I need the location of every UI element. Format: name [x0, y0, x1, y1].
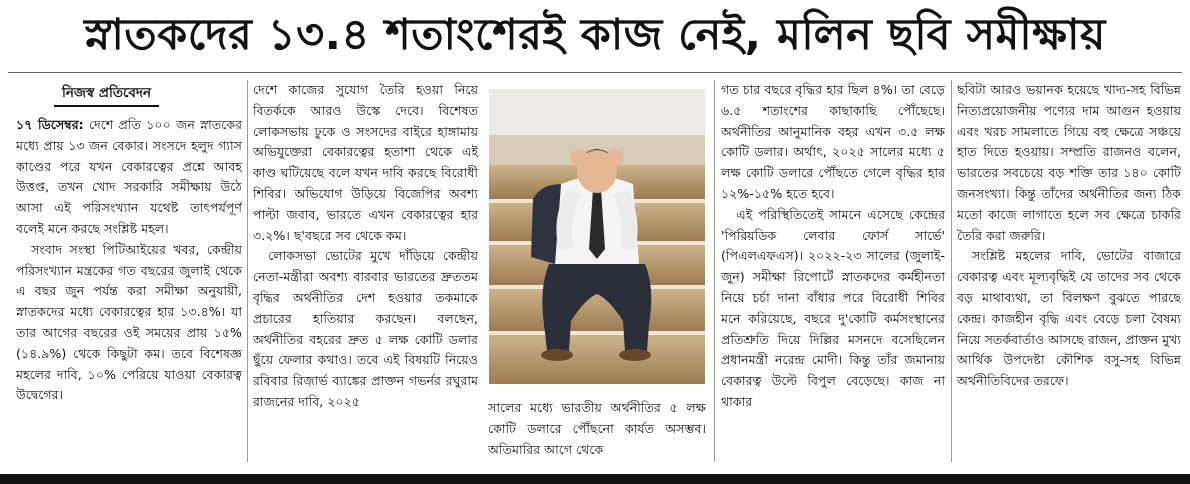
- col5-para-1: ছবিটা আরও ভয়ানক হয়েছে খাদ্য-সহ বিভিন্ন নিত্যপ্রয়োজনীয় পণ্যের দাম আগুন হওয়ায় এবং খরচ সামলাতে গিয়ে বহু ক্ষেত্রে সঞ্চয়ে হাত দিতে হওয়ায়। সম্প্রতি রাজনও বলেন, ভারতের সবচেয়ে বড় শক্তি তার ১৪০ কোটি জনসংখ্যা। কিন্তু তাঁদের অর্থনীতির জন্য ঠিক মতো কাজে লাগাতে হলে সব ক্ষেত্রে চাকরি তৈরি করা জরুরি।: [957, 82, 1181, 243]
- column-2: [253, 80, 478, 413]
- col4-para-2: এই পরিস্থিতিতেই সামনে এসেছে কেন্দ্রের 'পিরিয়ডিক লেবার ফোর্স সার্ভে' (পিএলএফএস)। ২০২২-২৩ সালের (জুলাই-জুন) সমীক্ষা রিপোর্টে স্নাতকদের কর্মহীনতা নিয়ে চর্চা দানা বাঁধার পরে বিরোধী শিবির মনে করিয়েছে, বছরে দু'কোটি কর্মসংস্থানের প্রতিশ্রুতি দিয়ে দিল্লির মসনদে বসেছিলেন প্রধানমন্ত্রী নরেন্দ্র মোদী। কিন্তু তাঁর জমানায় বেকারত্ব উল্টে বিপুল বেড়েছে। কাজ না থাকার: [721, 206, 945, 409]
- dateline: ১৭ ডিসেম্বর:: [16, 117, 84, 132]
- headline-rule: [8, 72, 1182, 73]
- col3-para-1: সালের মধ্যে ভারতীয় অর্থনীতির ৫ লক্ষ কোটি ডলারে পৌঁছনো কার্যত অসম্ভব। অতিমারির আগে থেকে: [488, 400, 706, 457]
- col1-para-2: সংবাদ সংস্থা পিটিআইয়ের খবর, কেন্দ্রীয় পরিসংখ্যান মন্ত্রকের গত বছরের জুলাই থেকে এ বছর জুন পর্যন্ত করা সমীক্ষা অনুযায়ী, স্নাতকদের মধ্যে বেকারত্বের হার ১৩.৪%। যা তার আগের বছরের ওই সময়ের প্রায় ১৫% (১৪.৯%) থেকে কিছুটা কম। তবে বিশেষজ্ঞ মহলের দাবি, ১০% পেরিয়ে যাওয়া বেকারত্ব উদ্বেগের।: [16, 241, 242, 403]
- col1-para-1-text: দেশে প্রতি ১০০ জন স্নাতকের মধ্যে প্রায় ১৩ জন বেকার। সংসদে হলুদ গ্যাস কাণ্ডের পরে যখন বেকারত্বের প্রশ্নে আবহ উত্তপ্ত, তখন খোদ সরকারি সমীক্ষায় উঠে আসা এই পরিসংখ্যান যথেষ্ট তাৎপর্যপূর্ণ বলেই মনে করছে সংশ্লিষ্ট মহল।: [16, 117, 242, 236]
- col2-para-1: দেশে কাজের সুযোগ তৈরি হওয়া নিয়ে বিতর্ককে আরও উস্কে দেবে। বিশেষত লোকসভায় ঢুকে ও সংসদের বাইরে হাঙ্গামায় অভিযুক্তেরা বেকারত্বের হতাশা থেকে এই কাণ্ড ঘটিয়েছে বলে যখন দাবি করছে বিরোধী শিবির। অভিযোগ উড়িয়ে বিজেপির অবশ্য পাল্টা জবাব, ভারতে এখন বেকারত্বের হার ৩.২%। ছ'বছরে সব থেকে কম।: [253, 82, 478, 243]
- bottom-rule: [0, 474, 1190, 484]
- column-1: [16, 80, 242, 406]
- column-divider-1: [247, 80, 248, 462]
- column-divider-4: [951, 80, 952, 462]
- stressed-man-on-stairs-photo: [489, 89, 705, 384]
- col4-para-1: গত চার বছরে বৃদ্ধির হার ছিল ৪%। তা বেড়ে ৬.৫ শতাংশের কাছাকাছি পৌঁছেছে। অর্থনীতির আনুমানিক বহর এখন ৩.৫ লক্ষ কোটি ডলার। অর্থাৎ, ২০২৫ সালের মধ্যে ৫ লক্ষ কোটি ডলারে পৌঁছতে গেলে বৃদ্ধির হার ১২%-১৫% হতে হবে।: [721, 82, 945, 201]
- col5-para-2: সংশ্লিষ্ট মহলের দাবি, ভোটের বাজারে বেকারত্ব এবং মূল্যবৃদ্ধিই যে তাদের সব থেকে বড় মাথাব্যথা, তা বিলক্ষণ বুঝতে পারছে কেন্দ্র। কাজহীন বৃদ্ধি এবং বেড়ে চলা বৈষম্য নিয়ে সতর্কবার্তাও আসছে রাজন, প্রাক্তন মুখ্য আর্থিক উপদেষ্টা কৌশিক বসু-সহ বিভিন্ন অর্থনীতিবিদের তরফে।: [957, 248, 1181, 389]
- column-3: [488, 398, 706, 460]
- column-divider-3: [714, 80, 715, 462]
- news-photo: [489, 89, 705, 384]
- headline: স্নাতকদের ১৩.৪ শতাংশেরই কাজ নেই, মলিন ছবি সমীক্ষায়: [84, 10, 1106, 60]
- col2-para-2: লোকসভা ভোটের মুখে দাঁড়িয়ে কেন্দ্রীয় নেতা-মন্ত্রীরা অবশ্য বারবার ভারতের দ্রুততম বৃদ্ধির অর্থনীতির দেশ হওয়ার তকমাকে প্রচারের হাতিয়ার করছেন। বলছেন, অর্থনীতির বহরের দ্রুত ৫ লক্ষ কোটি ডলার ছুঁয়ে ফেলার কথাও। তবে এই বিষয়টি নিয়েও রবিবার রিজ়ার্ভ ব্যাঙ্কের প্রাক্তন গভর্নর রঘুরাম রাজনের দাবি, ২০২৫: [253, 248, 478, 409]
- byline: নিজস্ব প্রতিবেদন: [54, 83, 159, 107]
- column-5: [957, 80, 1181, 392]
- col1-para-1: [16, 115, 242, 240]
- column-4: [721, 80, 945, 413]
